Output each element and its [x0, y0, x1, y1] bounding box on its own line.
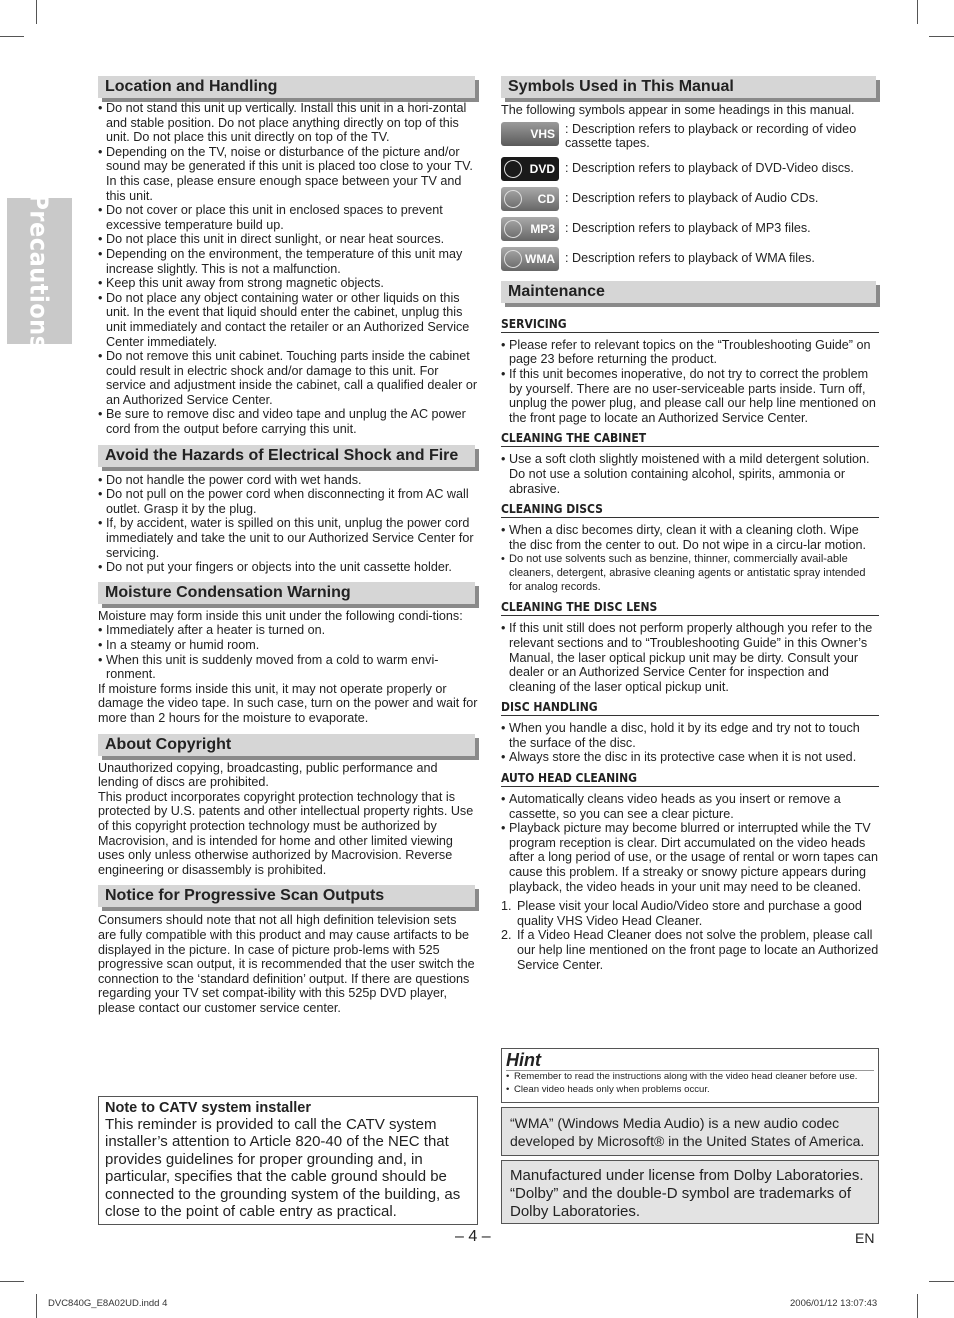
- lens-list: [501, 621, 879, 694]
- left-column: [98, 76, 478, 1015]
- side-tab: [7, 192, 72, 350]
- dvd-icon: DVD: [501, 157, 559, 181]
- list-item: • Do not use solvents such as benzine, thinner, commercially avail-able cleaners, detergent, abrasive cleaning agents or antistatic spray intended for analog records.: [501, 552, 879, 594]
- location-list: [98, 101, 478, 437]
- symbols-intro: The following symbols appear in some headings in this manual.: [501, 103, 855, 117]
- list-item: • Do not place any object containing water or other liquids on this unit. In the event that liquid should enter the cabinet, unplug this unit immediately and contact the retailer or an Authorized Service Center immediately.: [98, 291, 478, 349]
- symbol-desc: : Description refers to playback of MP3 files.: [565, 220, 811, 235]
- list-item: • When this unit is suddenly moved from a cold to warm envi-ronment.: [98, 653, 478, 682]
- list-item: • Do not handle the power cord with wet hands.: [98, 473, 478, 488]
- dolby-note-box: [501, 1160, 879, 1224]
- list-item: • Be sure to remove disc and video tape and unplug the AC power cord from the output before carrying this unit.: [98, 407, 478, 436]
- copyright-paragraph-1: Unauthorized copying, broadcasting, public performance and lending of discs are prohibited.: [98, 760, 438, 790]
- discs-list: [501, 523, 879, 594]
- head-cleaning-steps: [501, 899, 879, 972]
- servicing-list: [501, 338, 879, 426]
- list-item: • When a disc becomes dirty, clean it with a cleaning cloth. Wipe the disc from the center to out. Do not wipe in a circu-lar motion.: [501, 523, 879, 552]
- list-item: • When you handle a disc, hold it by its edge and try not to touch the surface of the disc.: [501, 721, 879, 750]
- head-cleaning-list: [501, 792, 879, 894]
- symbol-desc: : Description refers to playback or recording of video cassette tapes.: [565, 121, 857, 151]
- cd-icon: CD: [501, 187, 559, 211]
- list-item: • Keep this unit away from strong magnetic objects.: [98, 276, 478, 291]
- crop-mark: [917, 1294, 918, 1318]
- handling-list: [501, 721, 879, 765]
- list-item: • Please refer to relevant topics on the “Troubleshooting Guide” on page 23 before returning the product.: [501, 338, 879, 367]
- list-item: • Do not cover or place this unit in enclosed spaces to prevent excessive temperature build up.: [98, 203, 478, 232]
- subheading-cleaning-discs: CLEANING DISCS: [501, 502, 879, 518]
- section-heading-symbols: Symbols Used in This Manual: [501, 76, 876, 98]
- symbol-row-cd: [501, 187, 879, 211]
- moisture-intro: Moisture may form inside this unit under the following condi-tions:: [98, 608, 463, 623]
- hint-title: Hint: [506, 1050, 541, 1070]
- section-heading-hazards: Avoid the Hazards of Electrical Shock and Fire: [98, 445, 475, 467]
- wma-icon: WMA: [501, 247, 559, 271]
- hint-box: [501, 1048, 879, 1103]
- moisture-outro: If moisture forms inside this unit, it may not operate properly or damage the video tape. In such case, turn on the power and wait for more than 2 hours for the moisture to evaporate.: [98, 681, 478, 725]
- page-number: – 4 –: [455, 1228, 491, 1245]
- wma-note-text: “WMA” (Windows Media Audio) is a new audio codec developed by Microsoft® in the United States of America.: [510, 1115, 865, 1149]
- list-item: • Immediately after a heater is turned on.: [98, 623, 478, 638]
- hazards-list: [98, 473, 478, 575]
- right-column: [501, 76, 879, 972]
- numbered-step: 1. Please visit your local Audio/Video store and purchase a good quality VHS Video Head Cleaner.: [501, 899, 862, 928]
- list-item: • Remember to read the instructions along with the video head cleaner before use.: [506, 1071, 874, 1084]
- list-item: • Automatically cleans video heads as you insert or remove a cassette, so you can see a clear picture.: [501, 792, 879, 821]
- list-item: • Do not stand this unit up vertically. Install this unit in a hori-zontal and stable position. Do not place anything directly on top of this unit. Do not place this unit directly on top of the TV.: [98, 101, 478, 145]
- footer-timestamp: 2006/01/12 13:07:43: [790, 1298, 878, 1309]
- catv-note-text: This reminder is provided to call the CATV system installer’s attention to Article 820-40 of the NEC that provides guidelines for proper grounding and, in particular, specifies that the cable ground should be connected to the grounding system of the building, as close to the point of cable entry as practical.: [105, 1116, 461, 1221]
- crop-mark: [929, 1281, 954, 1282]
- dolby-note-text: Manufactured under license from Dolby Laboratories. “Dolby” and the double-D symbol are trademarks of Dolby Laboratories.: [510, 1167, 864, 1220]
- crop-mark: [0, 1281, 24, 1282]
- symbol-row-dvd: [501, 157, 879, 181]
- list-item: • Do not place this unit in direct sunlight, or near heat sources.: [98, 232, 478, 247]
- moisture-list: [98, 623, 478, 681]
- list-item: • Depending on the environment, the temperature of this unit may increase slightly. This is not a malfunction.: [98, 247, 478, 276]
- footer-file-info: DVC840G_E8A02UD.indd 4: [48, 1298, 168, 1309]
- list-item: • If, by accident, water is spilled on this unit, unplug the power cord immediately and take the unit to our Authorized Service Center for servicing.: [98, 516, 478, 560]
- crop-mark: [929, 36, 954, 37]
- section-heading-moisture: Moisture Condensation Warning: [98, 582, 475, 604]
- subheading-disc-handling: DISC HANDLING: [501, 700, 879, 716]
- mp3-icon: MP3: [501, 217, 559, 241]
- hint-list: [506, 1070, 874, 1096]
- list-item: • Playback picture may become blurred or interrupted while the TV program reception is clear. Dirt accumulated on the video heads after a long period of use, or the usage of rental or worn tapes can cause this problem. If a streaky or snowy picture appears during playback, the video heads in your unit may need to be cleaned.: [501, 821, 879, 894]
- symbol-desc: : Description refers to playback of DVD-Video discs.: [565, 160, 854, 175]
- list-item: • If this unit becomes inoperative, do not try to correct the problem by yourself. There are no user-serviceable parts inside. Turn off, unplug the power plug, and please call our help line mentioned on the front page to locate an Authorized Service Center.: [501, 367, 879, 425]
- list-item: • Always store the disc in its protective case when it is not used.: [501, 750, 879, 765]
- crop-mark: [36, 1294, 37, 1318]
- side-tab-label: Precautions: [25, 192, 55, 350]
- list-item: • Do not put your fingers or objects into the unit cassette holder.: [98, 560, 478, 575]
- symbol-row-mp3: [501, 217, 879, 241]
- section-heading-progressive: Notice for Progressive Scan Outputs: [98, 885, 475, 907]
- cabinet-list: [501, 452, 879, 496]
- list-item: • Do not pull on the power cord when disconnecting it from AC wall outlet. Grasp it by the plug.: [98, 487, 478, 516]
- section-heading-location: Location and Handling: [98, 76, 475, 98]
- crop-mark: [36, 0, 37, 24]
- progressive-text: Consumers should note that not all high definition television sets are fully compatible with this product and may cause artifacts to be displayed in the picture. In case of picture prob-lems with 525 progressive scan output, it is recommended that the user switch the connection to the ‘standard definition’ output. If there are questions regarding your TV set compat-ibility with this 525p DVD player, please contact our customer service center.: [98, 913, 475, 1015]
- crop-mark: [0, 36, 24, 37]
- subheading-servicing: SERVICING: [501, 317, 879, 333]
- subheading-cleaning-lens: CLEANING THE DISC LENS: [501, 600, 879, 616]
- symbol-row-vhs: [501, 122, 879, 151]
- language-code: EN: [855, 1230, 875, 1246]
- list-item: • Depending on the TV, noise or disturbance of the picture and/or sound may be generated if this unit is placed too close to your TV. In this case, please ensure enough space between your TV and this unit.: [98, 145, 478, 203]
- list-item: • Do not remove this unit cabinet. Touching parts inside the cabinet could result in electric shock and/or damage to this unit. For service and adjustment inside the cabinet, call a qualified dealer or an Authorized Service Center.: [98, 349, 478, 407]
- list-item: • If this unit still does not perform properly although you refer to the relevant sections and to “Troubleshooting Guide” in this Owner’s Manual, the laser optical pickup unit may be dirty. Consult your dealer or an Authorized Service Center for inspection and cleaning of the laser optical pickup unit.: [501, 621, 879, 694]
- list-item: • In a steamy or humid room.: [98, 638, 478, 653]
- wma-note-box: [501, 1107, 879, 1156]
- numbered-step: 2. If a Video Head Cleaner does not solve the problem, please call our help line mentioned on the front page to locate an Authorized Service Center.: [501, 928, 879, 972]
- crop-mark: [917, 0, 918, 24]
- subheading-cleaning-cabinet: CLEANING THE CABINET: [501, 431, 879, 447]
- section-heading-copyright: About Copyright: [98, 734, 475, 756]
- catv-note-title: Note to CATV system installer: [105, 1100, 312, 1116]
- symbol-desc: : Description refers to playback of Audio CDs.: [565, 190, 819, 205]
- symbol-row-wma: [501, 247, 879, 271]
- symbol-desc: : Description refers to playback of WMA files.: [565, 250, 815, 265]
- list-item: • Clean video heads only when problems occur.: [506, 1084, 874, 1097]
- list-item: • Use a soft cloth slightly moistened with a mild detergent solution. Do not use a solution containing alcohol, spirits, ammonia or abrasive.: [501, 452, 879, 496]
- subheading-auto-head-cleaning: AUTO HEAD CLEANING: [501, 771, 879, 787]
- vhs-icon: VHS: [501, 122, 559, 146]
- copyright-paragraph-2: This product incorporates copyright protection technology that is protected by U.S. patents and other intellectual property rights. Use of this copyright protection technology must be authorized by Macrovision, and is intended for home and other limited viewing uses only unless otherwise authorized by Macrovision. Reverse engineering or disassembly is prohibited.: [98, 789, 474, 877]
- catv-note-box: [98, 1096, 478, 1225]
- section-heading-maintenance: Maintenance: [501, 281, 876, 303]
